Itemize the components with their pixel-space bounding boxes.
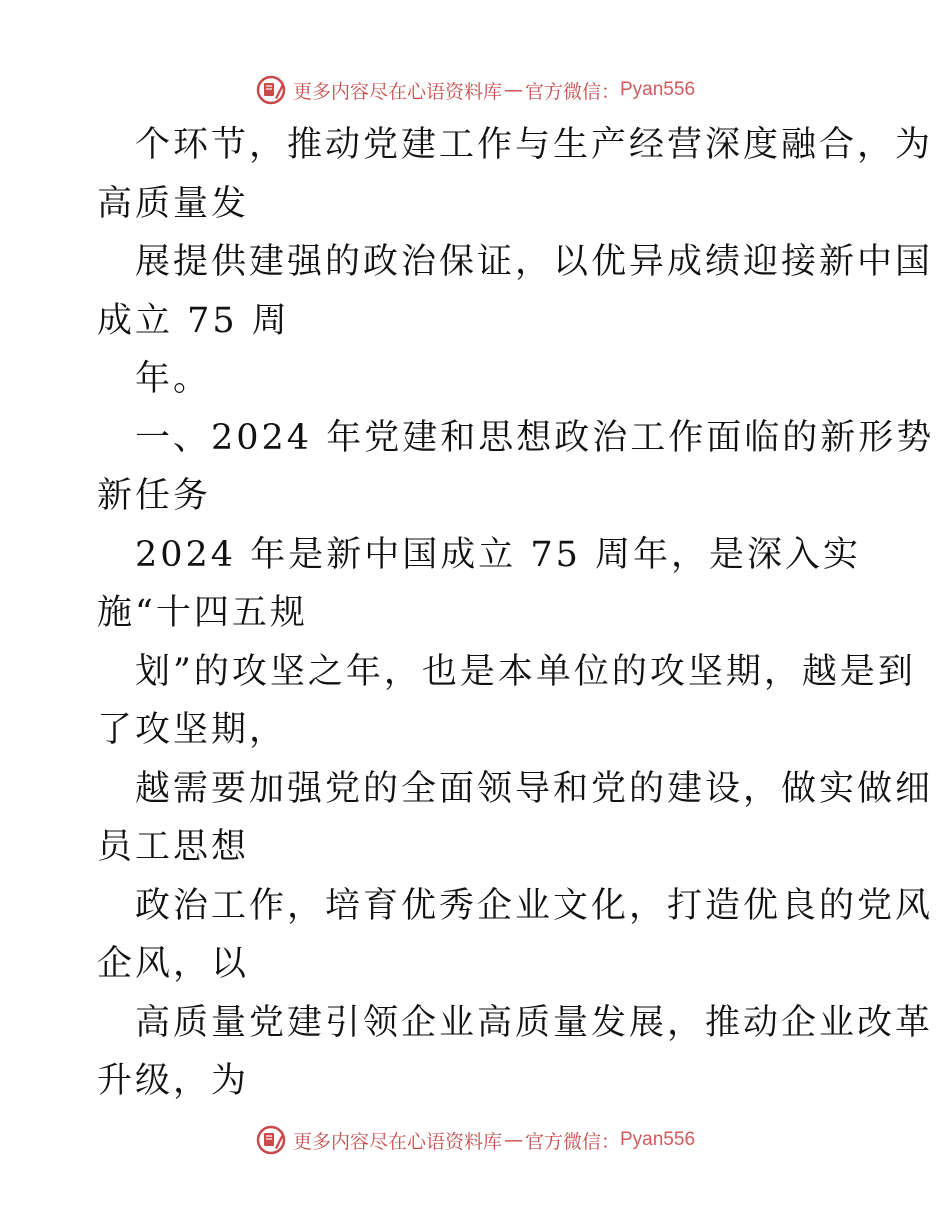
- section-heading-continued: 新任务: [97, 476, 212, 516]
- text-line: 升级，为: [97, 1061, 250, 1101]
- text-line: 员工思想: [97, 827, 250, 867]
- text-line: 高质量党建引领企业高质量发展，推动企业改革: [135, 1002, 934, 1043]
- footer-watermark: [0, 1120, 950, 1160]
- banner-main-text: 更多内容尽在心语资料库: [292, 80, 502, 103]
- notebook-pen-logo-icon: [255, 1124, 287, 1156]
- text-line: 企风，以: [97, 944, 250, 984]
- document-body: [97, 116, 935, 1111]
- text-line: 政治工作，培育优秀企业文化，打造优良的党风: [135, 885, 934, 926]
- banner-wechat-label: 官方微信：: [524, 1130, 620, 1153]
- text-line: 年。: [135, 359, 212, 399]
- banner-separator: —: [503, 79, 523, 101]
- text-line: 了攻坚期，: [97, 710, 288, 750]
- banner-wechat-id: Pyan556: [620, 79, 696, 100]
- notebook-pen-logo-icon: [255, 74, 287, 106]
- text-line: 高质量发: [97, 183, 250, 224]
- text-line: 展提供建强的政治保证，以优异成绩迎接新中国: [135, 242, 934, 282]
- text-line: 成立 75 周: [97, 300, 290, 341]
- text-line: 越需要加强党的全面领导和党的建设，做实做细: [135, 768, 934, 809]
- section-heading: 一、2024 年党建和思想政治工作面临的新形势: [135, 417, 935, 458]
- text-line: 施“十四五规: [97, 593, 308, 633]
- text-line: 划”的攻坚之年，也是本单位的攻坚期，越是到: [135, 651, 916, 692]
- banner-wechat-label: 官方微信：: [524, 80, 620, 103]
- text-line: 2024 年是新中国成立 75 周年，是深入实: [135, 534, 861, 575]
- banner-separator: —: [503, 1129, 523, 1151]
- header-watermark: [0, 70, 950, 110]
- banner-main-text: 更多内容尽在心语资料库: [292, 1130, 502, 1153]
- banner-wechat-id: Pyan556: [620, 1129, 696, 1150]
- text-line: 个环节，推动党建工作与生产经营深度融合，为: [135, 125, 934, 165]
